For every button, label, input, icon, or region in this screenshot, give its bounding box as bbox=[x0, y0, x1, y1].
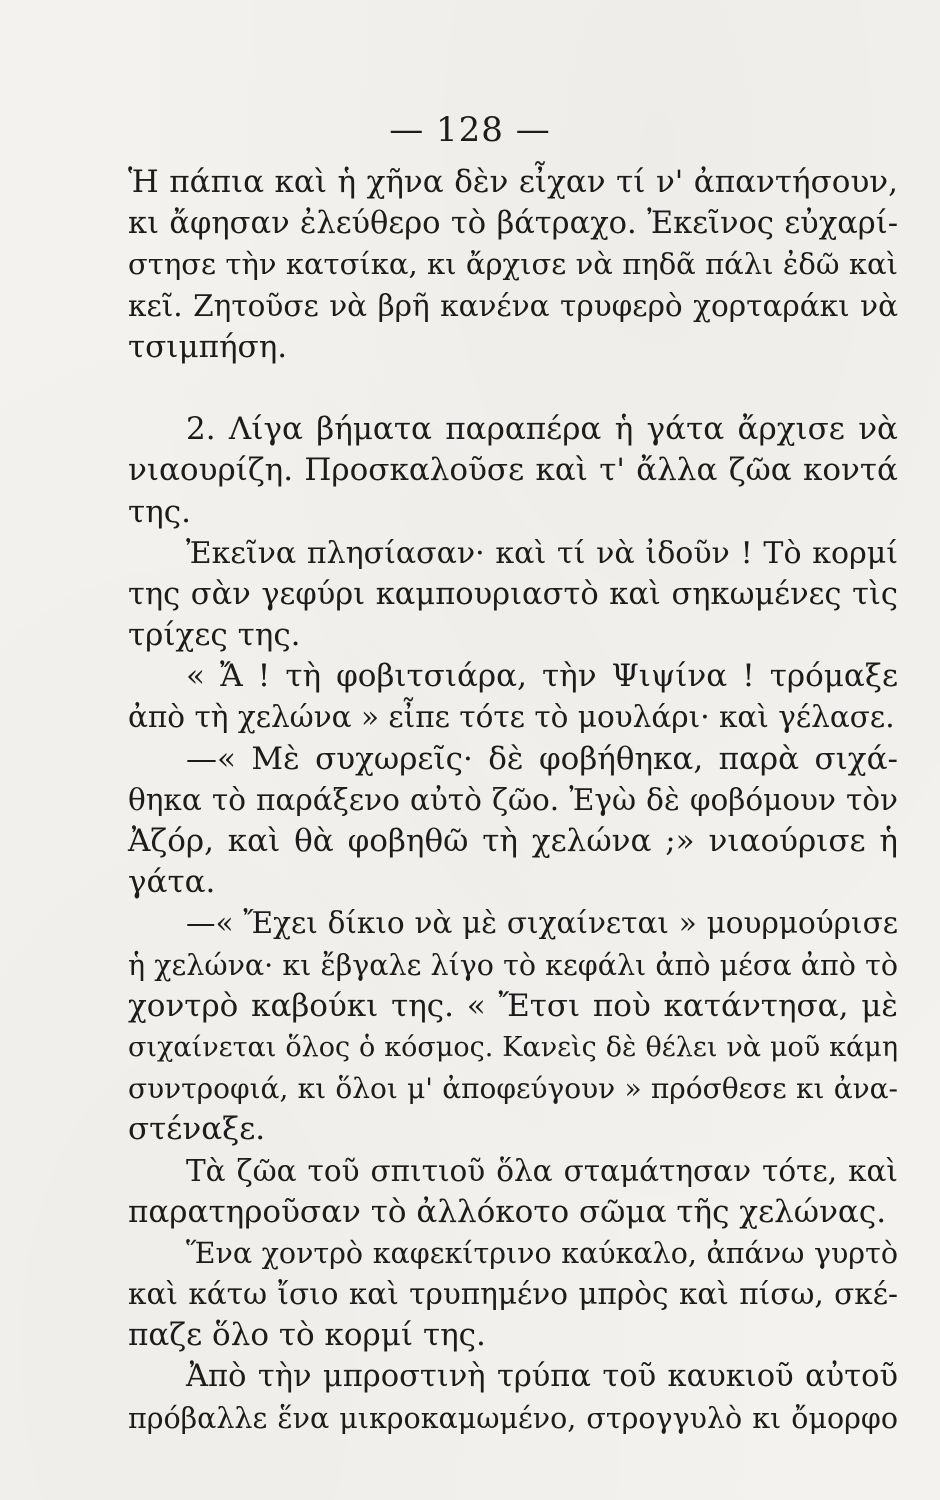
text-line: ἀπὸ τὴ χελώνα » εἶπε τότε τὸ μουλάρι· καὶ γέλασε. bbox=[128, 700, 895, 735]
paragraph bbox=[128, 533, 898, 657]
text-line: Ἕνα χοντρὸ καφεκίτρινο καύκαλο, ἀπάνω γυρτὸ bbox=[186, 1236, 898, 1270]
text-line: τρίχες της. bbox=[128, 617, 301, 654]
text-line: —« Μὲ συχωρεῖς· δὲ φοβήθηκα, παρὰ σιχά- bbox=[186, 740, 898, 777]
text-line: Ἐκεῖνα πλησίασαν· καὶ τί νὰ ἰδοῦν ! Τὸ κορμί bbox=[186, 535, 898, 571]
text-line: κι ἄφησαν ἐλεύθερο τὸ βάτραχο. Ἐκεῖνος εὐχαρί- bbox=[128, 206, 898, 242]
text-line: στησε τὴν κατσίκα, κι ἄρχισε νὰ πηδᾶ πάλι ἐδῶ καὶ bbox=[128, 247, 898, 282]
text-line: καὶ κάτω ἴσιο καὶ τρυπημένο μπρὸς καὶ πίσω, σκέ- bbox=[128, 1277, 898, 1312]
text-line: —« Ἔχει δίκιο νὰ μὲ σιχαίνεται » μουρμούρισε bbox=[186, 906, 898, 941]
text-line: σιχαίνεται ὅλος ὁ κόσμος. Κανεὶς δὲ θέλει νὰ μοῦ κάμη bbox=[128, 1031, 898, 1063]
paragraph bbox=[128, 1151, 898, 1233]
text-line: θηκα τὸ παράξενο αὐτὸ ζῶο. Ἐγὼ δὲ φοβόμουν τὸν bbox=[128, 782, 898, 817]
text-line: « Ἄ ! τὴ φοβιτσιάρα, τὴν Ψιψίνα ! τρόμαξε bbox=[186, 658, 898, 695]
paragraph bbox=[128, 1356, 898, 1438]
text-line: παρατηροῦσαν τὸ ἀλλόκοτο σῶμα τῆς χελώνας. bbox=[128, 1193, 887, 1230]
text-line: στέναξε. bbox=[128, 1111, 266, 1148]
text-line: Τὰ ζῶα τοῦ σπιτιοῦ ὅλα σταμάτησαν τότε, καὶ bbox=[186, 1153, 898, 1188]
text-line: Ἡ πάπια καὶ ἡ χῆνα δὲν εἶχαν τί ν' ἀπαντήσουν, bbox=[128, 164, 898, 200]
text-line: συντροφιά, κι ὅλοι μ' ἀποφεύγουν » πρόσθεσε κι ἀνα- bbox=[128, 1072, 898, 1106]
page-number: — 128 — bbox=[389, 110, 551, 150]
text-line: παζε ὅλο τὸ κορμί της. bbox=[128, 1317, 486, 1354]
text-line: της. bbox=[128, 493, 191, 530]
text-line: πρόβαλλε ἕνα μικροκαμωμένο, στρογγυλὸ κι ὄμορφο bbox=[128, 1401, 898, 1435]
text-line: κεῖ. Ζητοῦσε νὰ βρῆ κανένα τρυφερὸ χορταράκι νὰ bbox=[128, 288, 898, 323]
paragraph bbox=[128, 739, 898, 904]
page-body-text bbox=[128, 162, 898, 1439]
text-line: χοντρὸ καβούκι της. « Ἔτσι ποὺ κατάντησα, μὲ bbox=[128, 987, 898, 1024]
text-line: της σὰν γεφύρι καμπουριαστὸ καὶ σηκωμένες τὶς bbox=[128, 576, 898, 612]
paragraph bbox=[128, 903, 898, 1150]
text-line: γάτα. bbox=[128, 864, 216, 901]
paragraph bbox=[128, 656, 898, 738]
text-line: 2. Λίγα βήματα παραπέρα ἡ γάτα ἄρχισε νὰ bbox=[186, 411, 898, 448]
paragraph bbox=[128, 1233, 898, 1357]
text-line: ἡ χελώνα· κι ἔβγαλε λίγο τὸ κεφάλι ἀπὸ μέσα ἀπὸ τὸ bbox=[128, 948, 898, 982]
text-line: Ἀπὸ τὴν μπροστινὴ τρύπα τοῦ καυκιοῦ αὐτοῦ bbox=[186, 1359, 898, 1395]
paragraph bbox=[128, 409, 898, 533]
text-line: τσιμπήση. bbox=[128, 328, 288, 365]
text-line: νιαουρίζη. Προσκαλοῦσε καὶ τ' ἄλλα ζῶα κοντά bbox=[128, 452, 898, 489]
paragraph-gap bbox=[128, 368, 898, 409]
text-line: Ἀζόρ, καὶ θὰ φοβηθῶ τὴ χελώνα ;» νιαούρισε ἡ bbox=[128, 823, 898, 859]
paragraph bbox=[128, 162, 898, 368]
